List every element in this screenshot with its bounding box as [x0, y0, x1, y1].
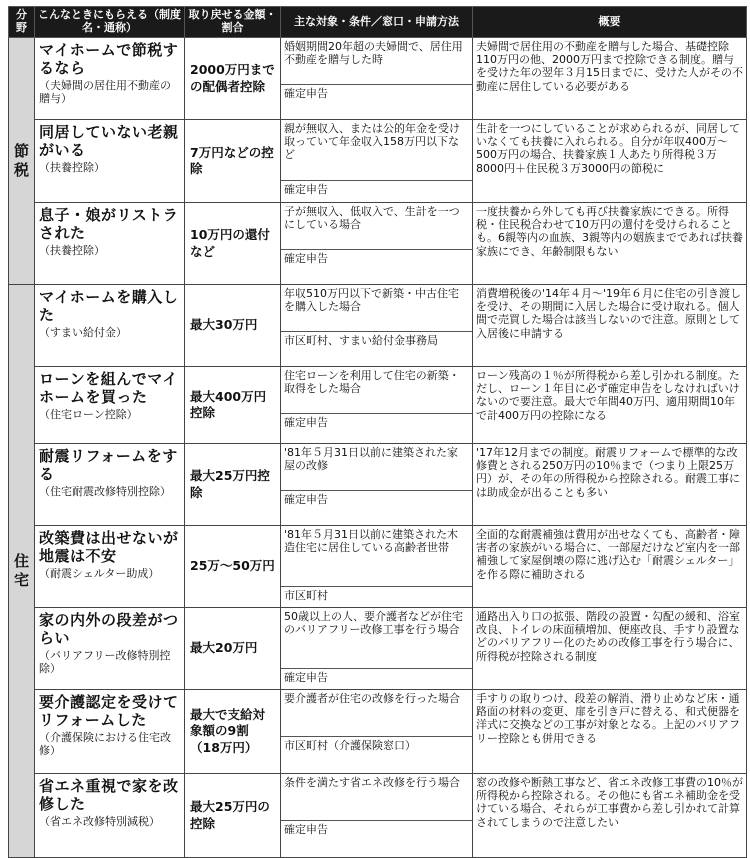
benefit-description: 夫婦間で居住用の不動産を贈与した場合、基礎控除110万円の他、2000万円まで控除できる制度。贈与を受けた年の翌年３月15日までに、受けた人がその不動産に居住している必要がある: [473, 38, 747, 120]
benefit-title: 改築費は出せないが地震は不安: [39, 529, 179, 566]
benefit-subtitle: （バリアフリー改修特別控除）: [39, 648, 171, 676]
benefit-amount: 7万円などの控除: [185, 120, 281, 203]
header-name: こんなときにもらえる（制度名・通称）: [35, 7, 185, 38]
benefit-title: マイホームで節税するなら: [39, 41, 179, 78]
benefit-window: 確定申告: [284, 671, 328, 684]
benefit-description: 生計を一つにしていることが求められるが、同居していなくても扶養に入れられる。自分が年収400万〜500万円の場合、扶養家族１人あたり所得税３万8000円＋住民税３万3000円の節税に: [473, 120, 747, 203]
target-cell: [281, 367, 473, 444]
benefit-title: 家の内外の段差がつらい: [39, 611, 179, 648]
benefit-name-cell: [35, 120, 185, 203]
category-tax: 節税: [9, 38, 35, 285]
benefit-target: 住宅ローンを利用して住宅の新築・取得をした場合: [281, 367, 472, 414]
benefit-description: 全面的な耐震補強は費用が出せなくても、高齢者・障害者の家族がいる場合に、一部屋だけなど室内を一部補強して家屋倒壊の際に逃げ込む「耐震シェルター」を作る際に補助される: [473, 526, 747, 608]
benefit-subtitle: （住宅耐震改修特別控除）: [39, 484, 171, 498]
table-row: [9, 38, 747, 120]
benefit-amount: 2000万円までの配偶者控除: [185, 38, 281, 120]
header-target: 主な対象・条件／窓口・申請方法: [281, 7, 473, 38]
benefit-description: 通路出入り口の拡張、階段の設置・勾配の緩和、浴室改良、トイレの床面積増加、便座改良、手すり設置などのバリアフリー化のための改修工事を行う場合に、所得税が控除される制度: [473, 608, 747, 690]
benefit-window: 確定申告: [284, 183, 328, 196]
benefit-name-cell: [35, 608, 185, 690]
header-row: [9, 7, 747, 38]
benefit-description: 消費増税後の'14年４月〜'19年６月に住宅の引き渡しを受け、その期間に入居した場合に受け取れる。個人間で売買した場合は該当しないので注意。原則として入居後に申請する: [473, 285, 747, 367]
target-cell: [281, 608, 473, 690]
benefit-name-cell: [35, 774, 185, 858]
target-cell: [281, 120, 473, 203]
benefit-window: 市区町村（介護保険窓口）: [284, 739, 416, 752]
table-row: [9, 285, 747, 367]
benefit-amount: 最大30万円: [185, 285, 281, 367]
benefit-title: マイホームを購入した: [39, 288, 179, 325]
benefit-subtitle: （扶養控除）: [39, 160, 105, 174]
header-amount: 取り戻せる金額・割合: [185, 7, 281, 38]
benefit-window: 確定申告: [284, 493, 328, 506]
target-cell: [281, 774, 473, 858]
header-field: 分野: [9, 7, 35, 38]
benefit-title: 耐震リフォームをする: [39, 447, 178, 484]
benefit-window: 市区町村、すまい給付金事務局: [284, 334, 438, 347]
target-cell: [281, 690, 473, 774]
benefit-target: '81年５月31日以前に建築された木造住宅に居住している高齢者世帯: [281, 526, 472, 587]
benefit-target: 婚姻期間20年超の夫婦間で、居住用不動産を贈与した時: [281, 38, 472, 85]
benefit-window: 確定申告: [284, 823, 328, 836]
benefit-amount: 10万円の還付など: [185, 203, 281, 285]
benefit-target: 親が無収入、または公的年金を受け取っていて年金収入158万円以下など: [281, 120, 472, 181]
benefit-subtitle: （扶養控除）: [39, 243, 105, 257]
benefit-window: 確定申告: [284, 416, 328, 429]
benefit-amount: 最大400万円控除: [185, 367, 281, 444]
benefit-amount: 25万〜50万円: [185, 526, 281, 608]
benefit-target: 子が無収入、低収入で、生計を一つにしている場合: [281, 203, 472, 250]
benefit-title: 息子・娘がリストラされた: [39, 206, 179, 243]
benefit-subtitle: （省エネ改修特別減税）: [39, 814, 160, 828]
benefit-target: 50歳以上の人、要介護者などが住宅のバリアフリー改修工事を行う場合: [281, 608, 472, 669]
benefit-target: 要介護者が住宅の改修を行った場合: [281, 690, 472, 737]
benefits-table: [8, 6, 747, 858]
benefit-subtitle: （夫婦間の居住用不動産の贈与）: [39, 78, 171, 106]
benefit-subtitle: （介護保険における住宅改修）: [39, 730, 171, 758]
benefit-title: 省エネ重視で家を改修した: [39, 777, 179, 814]
benefit-amount: 最大25万円の控除: [185, 774, 281, 858]
table-row: [9, 367, 747, 444]
benefit-subtitle: （住宅ローン控除）: [39, 407, 138, 421]
benefit-window: 確定申告: [284, 87, 328, 100]
benefit-name-cell: [35, 444, 185, 526]
benefit-window: 市区町村: [284, 589, 328, 602]
benefit-target: 条件を満たす省エネ改修を行う場合: [281, 774, 472, 821]
benefit-subtitle: （耐震シェルター助成）: [39, 566, 160, 580]
benefit-subtitle: （すまい給付金）: [39, 325, 127, 339]
category-housing: 住宅: [9, 285, 35, 858]
benefit-name-cell: [35, 203, 185, 285]
benefit-name-cell: [35, 690, 185, 774]
benefit-target: '81年５月31日以前に建築された家屋の改修: [281, 444, 472, 491]
benefit-amount: 最大25万円控除: [185, 444, 281, 526]
benefit-name-cell: [35, 367, 185, 444]
benefit-title: 要介護認定を受けてリフォームした: [39, 693, 179, 730]
benefit-name-cell: [35, 38, 185, 120]
target-cell: [281, 203, 473, 285]
benefit-title: ローンを組んでマイホームを買った: [39, 370, 178, 407]
table-row: [9, 120, 747, 203]
table-row: [9, 608, 747, 690]
table-row: [9, 690, 747, 774]
benefit-title: 同居していない老親がいる: [39, 123, 179, 160]
benefit-name-cell: [35, 526, 185, 608]
benefit-description: 窓の改修や断熱工事など、省エネ改修工事費の10％が所得税から控除される。その他にも省エネ補助金を受けている場合、それらが工事費から差し引かれて計算されてしまうので注意したい: [473, 774, 747, 858]
target-cell: [281, 526, 473, 608]
target-cell: [281, 444, 473, 526]
benefit-description: '17年12月までの制度。耐震リフォームで標準的な改修費とされる250万円の10％まで（つまり上限25万円）が、その年の所得税から控除される。耐震工事には助成金が出ることも多い: [473, 444, 747, 526]
benefit-amount: 最大で支給対象額の9割（18万円）: [185, 690, 281, 774]
table-row: [9, 203, 747, 285]
benefit-description: 一度扶養から外しても再び扶養家族にできる。所得税・住民税合わせて10万円の還付を受けられることも。6親等内の血族、3親等内の姻族までであれば扶養家族にでき、年齢制限もない: [473, 203, 747, 285]
benefit-amount: 最大20万円: [185, 608, 281, 690]
table-row: [9, 444, 747, 526]
benefit-description: 手すりの取りつけ、段差の解消、滑り止めなど床・通路面の材料の変更、扉を引き戸に替える、和式便器を洋式に交換などの工事が対象となる。上記のバリアフリー控除とも併用できる: [473, 690, 747, 774]
target-cell: [281, 38, 473, 120]
target-cell: [281, 285, 473, 367]
benefit-window: 確定申告: [284, 252, 328, 265]
header-description: 概要: [473, 7, 747, 38]
table-row: [9, 526, 747, 608]
benefit-target: 年収510万円以下で新築・中古住宅を購入した場合: [281, 285, 472, 332]
table-row: [9, 774, 747, 858]
benefit-description: ローン残高の１％が所得税から差し引かれる制度。ただし、ローン１年目に必ず確定申告をしなければいけないので要注意。最大で年間40万円、適用期間10年で計400万円の控除になる: [473, 367, 747, 444]
benefit-name-cell: [35, 285, 185, 367]
